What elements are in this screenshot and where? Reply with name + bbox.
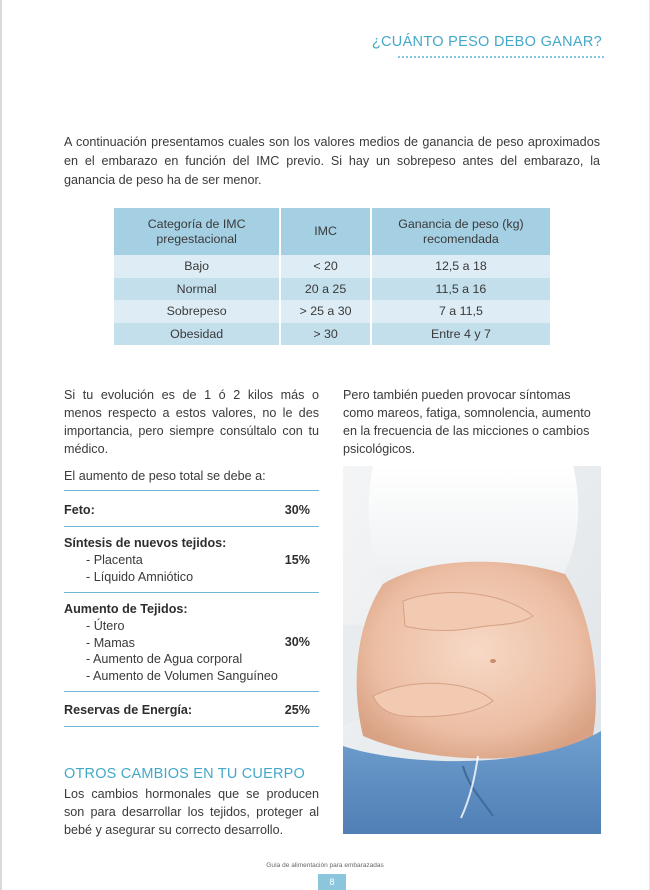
table-cell: Sobrepeso [114, 300, 280, 323]
list-item: - Aumento de Agua corporal [86, 652, 243, 666]
table-cell: < 20 [280, 255, 371, 278]
table-cell: Entre 4 y 7 [371, 323, 550, 346]
table-header-cell: Ganancia de peso (kg) recomendada [371, 208, 550, 255]
table-cell: Obesidad [114, 323, 280, 346]
list-item: - Placenta [86, 553, 143, 567]
variation-paragraph: Si tu evolución es de 1 ó 2 kilos más o menos respecto a estos valores, no le des importancia, pero siempre consúltalo con tu médico. [64, 388, 319, 456]
tejidos-label: Aumento de Tejidos: [64, 602, 188, 616]
sintesis-items [86, 552, 193, 585]
sintesis-percent: 15% [284, 553, 310, 567]
sintesis-label: Síntesis de nuevos tejidos: [64, 536, 227, 550]
list-item: - Mamas [86, 635, 135, 650]
divider-line [64, 691, 319, 692]
imc-table [114, 208, 550, 345]
table-cell: Bajo [114, 255, 280, 278]
feto-label: Feto: [64, 503, 95, 517]
tejidos-percent: 30% [284, 635, 310, 649]
table-cell: 7 a 11,5 [371, 300, 550, 323]
list-item: - Útero [86, 619, 125, 633]
table-row [114, 300, 550, 323]
intro-paragraph: A continuación presentamos cuales son los valores medios de ganancia de peso aproximados en el embarazo en función del IMC previo. Si hay un sobrepeso antes del embarazo, la ganancia de peso ha de ser menor. [64, 135, 600, 187]
table-row [114, 278, 550, 301]
reservas-label: Reservas de Energía: [64, 703, 193, 717]
header-dotted-divider [398, 56, 604, 58]
table-header-cell: Categoría de IMC pregestacional [114, 208, 280, 255]
table-cell: 20 a 25 [280, 278, 371, 301]
page-header-title: ¿CUÁNTO PESO DEBO GANAR? [371, 34, 602, 50]
symptoms-paragraph: Pero también pueden provocar síntomas como mareos, fatiga, somnolencia, aumento en la frecuencia de las micciones o cambios psicológicos. [343, 388, 591, 456]
reservas-percent: 25% [284, 703, 310, 717]
feto-percent: 30% [284, 503, 310, 517]
divider-line [64, 726, 319, 727]
table-cell: 11,5 a 16 [371, 278, 550, 301]
page-number: 8 [318, 874, 346, 890]
table-cell: 12,5 a 18 [371, 255, 550, 278]
list-item: - Aumento de Volumen Sanguíneo [86, 668, 278, 683]
table-header-cell: IMC [280, 208, 371, 255]
weight-breakdown-intro: El aumento de peso total se debe a: [64, 469, 266, 483]
divider-line [64, 592, 319, 593]
section-title: OTROS CAMBIOS EN TU CUERPO [64, 766, 305, 782]
section-paragraph: Los cambios hormonales que se producen son para desarrollar los tejidos, proteger al bebé y asegurar su correcto desarrollo. [64, 787, 319, 837]
footer-text: Guía de alimentación para embarazadas [266, 862, 384, 869]
tejidos-items [86, 618, 278, 684]
divider-line [64, 526, 319, 527]
table-cell: > 30 [280, 323, 371, 346]
page-edge [0, 0, 2, 890]
table-header-row [114, 208, 550, 255]
table-row [114, 323, 550, 346]
table-row [114, 255, 550, 278]
table-cell: > 25 a 30 [280, 300, 371, 323]
pregnant-belly-photo [343, 466, 601, 834]
table-cell: Normal [114, 278, 280, 301]
divider-line [64, 490, 319, 491]
photo-illustration [343, 466, 601, 834]
list-item: - Líquido Amniótico [86, 569, 194, 584]
